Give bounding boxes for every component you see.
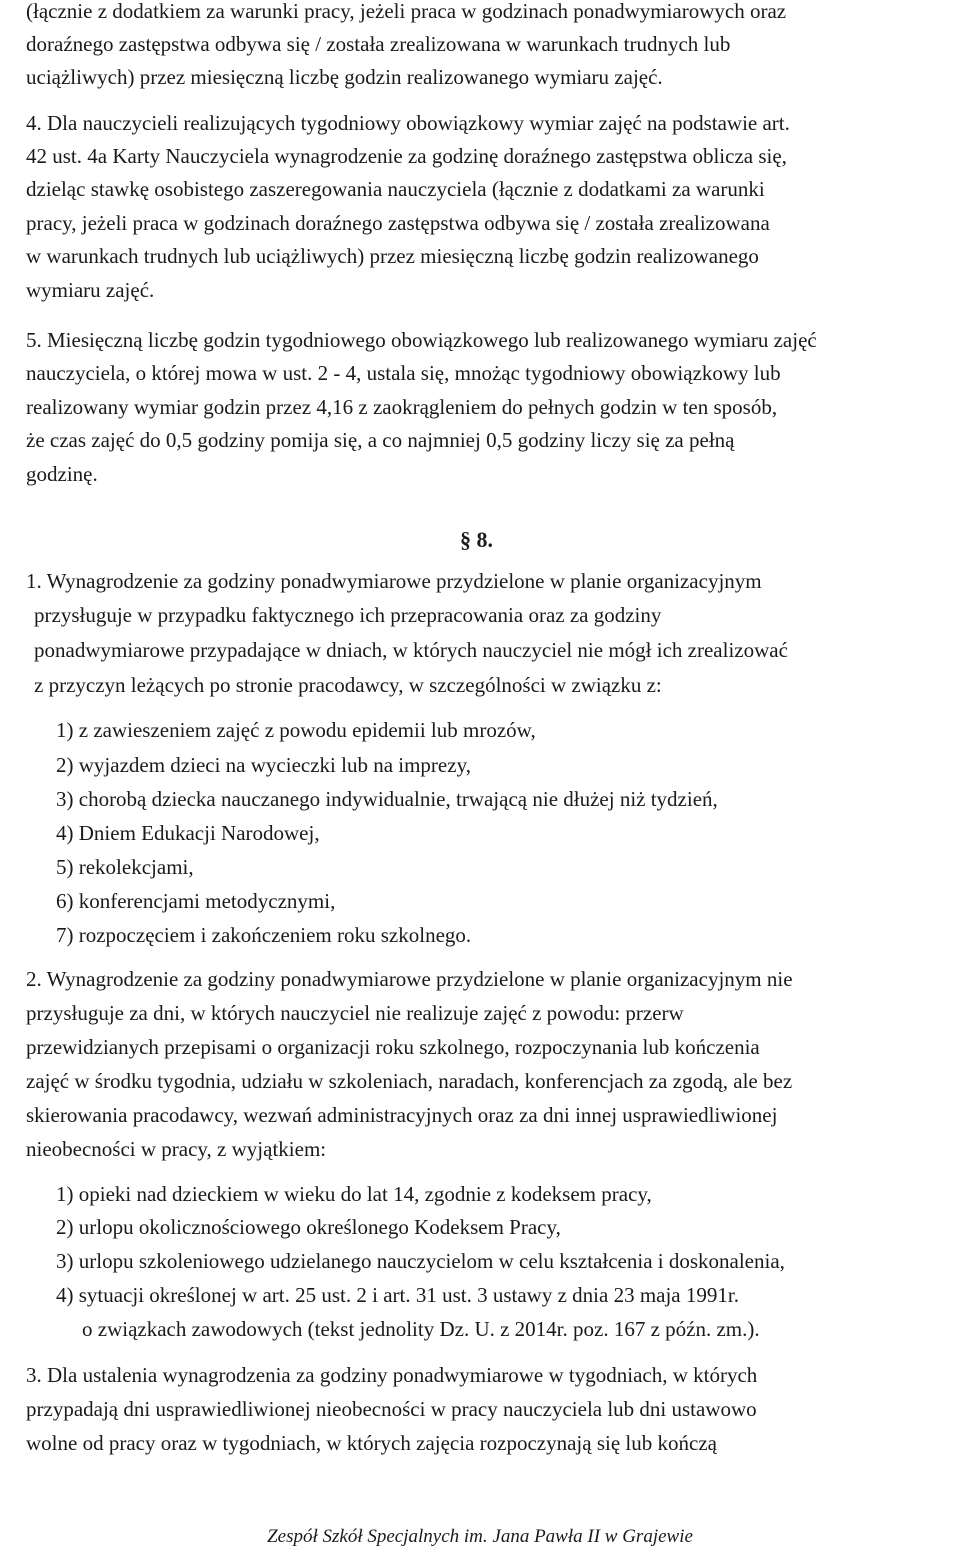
list-item: 3) urlopu szkoleniowego udzielanego nauczycielom w celu kształcenia i doskonalenia, bbox=[56, 1249, 785, 1273]
text-line: 2. Wynagrodzenie za godziny ponadwymiarowe przydzielone w planie organizacyjnym nie bbox=[26, 967, 793, 991]
text-line: przypadają dni usprawiedliwionej nieobecności w pracy nauczyciela lub dni ustawowo bbox=[26, 1397, 757, 1421]
text-line: nauczyciela, o której mowa w ust. 2 - 4, ustala się, mnożąc tygodniowy obowiązkowy lub bbox=[26, 361, 781, 385]
text-line: 1. Wynagrodzenie za godziny ponadwymiarowe przydzielone w planie organizacyjnym bbox=[26, 569, 762, 593]
text-line: 3. Dla ustalenia wynagrodzenia za godziny ponadwymiarowe w tygodniach, w których bbox=[26, 1363, 758, 1387]
text-line: wymiaru zajęć. bbox=[26, 278, 155, 302]
text-line: z przyczyn leżących po stronie pracodawcy, w szczególności w związku z: bbox=[34, 673, 662, 697]
text-line: ponadwymiarowe przypadające w dniach, w których nauczyciel nie mógł ich zrealizować bbox=[34, 638, 788, 662]
list-item: 6) konferencjami metodycznymi, bbox=[56, 889, 336, 913]
list-item: 4) Dniem Edukacji Narodowej, bbox=[56, 821, 320, 845]
text-line: przysługuje w przypadku faktycznego ich przepracowania oraz za godziny bbox=[34, 603, 662, 627]
text-line: 5. Miesięczną liczbę godzin tygodniowego obowiązkowego lub realizowanego wymiaru zajęć bbox=[26, 328, 817, 352]
text-line: nieobecności w pracy, z wyjątkiem: bbox=[26, 1137, 327, 1161]
page-footer: Zespół Szkół Specjalnych im. Jana Pawła II w Grajewie bbox=[267, 1526, 693, 1547]
text-line: zajęć w środku tygodnia, udziału w szkoleniach, naradach, konferencjach za zgodą, ale bez bbox=[26, 1069, 793, 1093]
list-item: 2) wyjazdem dzieci na wycieczki lub na imprezy, bbox=[56, 753, 471, 777]
list-item: 1) opieki nad dzieckiem w wieku do lat 14, zgodnie z kodeksem pracy, bbox=[56, 1182, 652, 1206]
text-line: wolne od pracy oraz w tygodniach, w których zajęcia rozpoczynają się lub kończą bbox=[26, 1431, 717, 1455]
list-item: 1) z zawieszeniem zajęć z powodu epidemii lub mrozów, bbox=[56, 718, 536, 742]
text-line: 4. Dla nauczycieli realizujących tygodniowy obowiązkowy wymiar zajęć na podstawie art. bbox=[26, 111, 790, 135]
text-line: dzieląc stawkę osobistego zaszeregowania nauczyciela (łącznie z dodatkami za warunki bbox=[26, 177, 765, 201]
list-item: o związkach zawodowych (tekst jednolity Dz. U. z 2014r. poz. 167 z późn. zm.). bbox=[82, 1317, 760, 1341]
list-item: 3) chorobą dziecka nauczanego indywidualnie, trwającą nie dłużej niż tydzień, bbox=[56, 787, 718, 811]
text-line: doraźnego zastępstwa odbywa się / została zrealizowana w warunkach trudnych lub bbox=[26, 32, 731, 56]
text-line: przysługuje za dni, w których nauczyciel nie realizuje zajęć z powodu: przerw bbox=[26, 1001, 684, 1025]
text-line: że czas zajęć do 0,5 godziny pomija się, a co najmniej 0,5 godziny liczy się za pełną bbox=[26, 428, 735, 452]
list-item: 7) rozpoczęciem i zakończeniem roku szkolnego. bbox=[56, 923, 472, 947]
list-item: 5) rekolekcjami, bbox=[56, 855, 194, 879]
section-heading: § 8. bbox=[460, 527, 493, 552]
text-line: realizowany wymiar godzin przez 4,16 z zaokrągleniem do pełnych godzin w ten sposób, bbox=[26, 395, 778, 419]
text-line: 42 ust. 4a Karty Nauczyciela wynagrodzenie za godzinę doraźnego zastępstwa oblicza się, bbox=[26, 144, 787, 168]
text-line: pracy, jeżeli praca w godzinach doraźnego zastępstwa odbywa się / została zrealizowana bbox=[26, 211, 770, 235]
text-line: skierowania pracodawcy, wezwań administracyjnych oraz za dni innej usprawiedliwionej bbox=[26, 1103, 778, 1127]
text-line: w warunkach trudnych lub uciążliwych) przez miesięczną liczbę godzin realizowanego bbox=[26, 244, 759, 268]
list-item: 2) urlopu okolicznościowego określonego Kodeksem Pracy, bbox=[56, 1215, 561, 1239]
text-line: uciążliwych) przez miesięczną liczbę godzin realizowanego wymiaru zajęć. bbox=[26, 65, 663, 89]
list-item: 4) sytuacji określonej w art. 25 ust. 2 i art. 31 ust. 3 ustawy z dnia 23 maja 1991r. bbox=[56, 1283, 739, 1307]
text-line: przewidzianych przepisami o organizacji roku szkolnego, rozpoczynania lub kończenia bbox=[26, 1035, 760, 1059]
text-line: (łącznie z dodatkiem za warunki pracy, jeżeli praca w godzinach ponadwymiarowych oraz bbox=[26, 0, 787, 23]
text-line: godzinę. bbox=[26, 462, 98, 486]
